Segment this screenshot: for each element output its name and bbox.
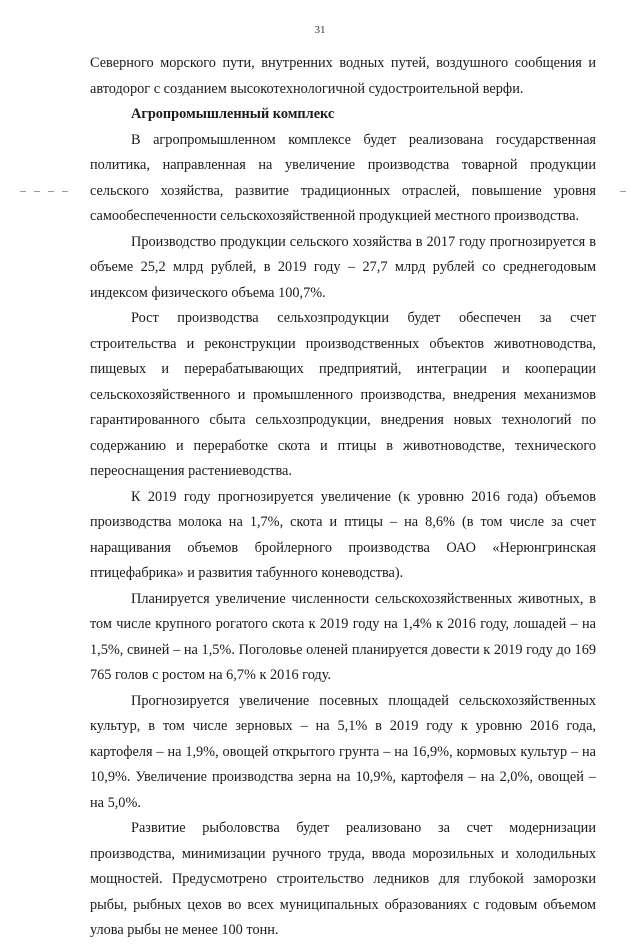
scan-mark xyxy=(62,191,68,192)
paragraph-production-forecast: Производство продукции сельского хозяйства в 2017 году прогнозируется в объеме 25,2 млрд рублей, в 2019 году – 27,7 млрд рублей со среднегодовым индексом физического объема 100,7%. xyxy=(90,233,596,301)
scan-mark xyxy=(34,191,40,192)
paragraph-policy: В агропромышленном комплексе будет реализована государственная политика, направленная на увеличение производства товарной продукции сельского хозяйства, развитие традиционных отраслей, повышение уровня самообеспеченности сельскохозяйственной продукцией местного производства. xyxy=(90,131,596,224)
scan-mark xyxy=(48,191,54,192)
scan-mark xyxy=(20,191,26,192)
paragraph-crop-areas: Прогнозируется увеличение посевных площадей сельскохозяйственных культур, в том числе зерновых – на 5,1% в 2019 году к уровню 2016 года, картофеля – на 1,9%, овощей открытого грунта – на 16,9%, кормовых культур – на 10,9%. Увеличение производства зерна на 10,9%, картофеля – на 2,0%, овощей – на 5,0%. xyxy=(90,692,596,811)
paragraph-animal-numbers: Планируется увеличение численности сельскохозяйственных животных, в том числе крупного рогатого скота к 2019 году на 1,4% к 2016 году, лошадей – на 1,5%, свиней – на 1,5%. Поголовье оленей планируется довести к 2019 году до 169 765 голов с ростом на 6,7% к 2016 году. xyxy=(90,590,596,683)
paragraph-milk-livestock: К 2019 году прогнозируется увеличение (к уровню 2016 года) объемов производства молока на 1,7%, скота и птицы – на 8,6% (в том числе за счет наращивания объемов бройлерного производства ОАО «Нерюнгринская птицефабрика» и развития табунного коневодства). xyxy=(90,488,596,581)
paragraph-fishery: Развитие рыболовства будет реализовано за счет модернизации производства, минимизации ручного труда, ввода морозильных и холодильных мощностей. Предусмотрено строительство ледников для глубокой заморозки рыбы, рыбных цехов во всех муниципальных образованиях с годовым объемом улова рыбы не менее 100 тонн. xyxy=(90,820,596,938)
section-heading: Агропромышленный комплекс xyxy=(131,106,335,122)
lead-paragraph: Северного морского пути, внутренних водных путей, воздушного сообщения и автодорог с созданием высокотехнологичной судостроительной верфи. xyxy=(90,55,596,97)
page-number: 31 xyxy=(314,24,326,36)
scan-mark xyxy=(620,191,626,192)
paragraph-growth-factors: Рост производства сельхозпродукции будет обеспечен за счет строительства и реконструкции производственных объектов животноводства, пищевых и перерабатывающих предприятий, интеграции и кооперации сельскохозяйственного и промышленного производства, внедрения механизмов гарантированного сбыта сельхозпродукции, внедрения новых технологий по содержанию и переработке скота и птицы в животноводстве, технического переоснащения растениеводства. xyxy=(90,310,596,479)
document-body xyxy=(90,51,596,944)
